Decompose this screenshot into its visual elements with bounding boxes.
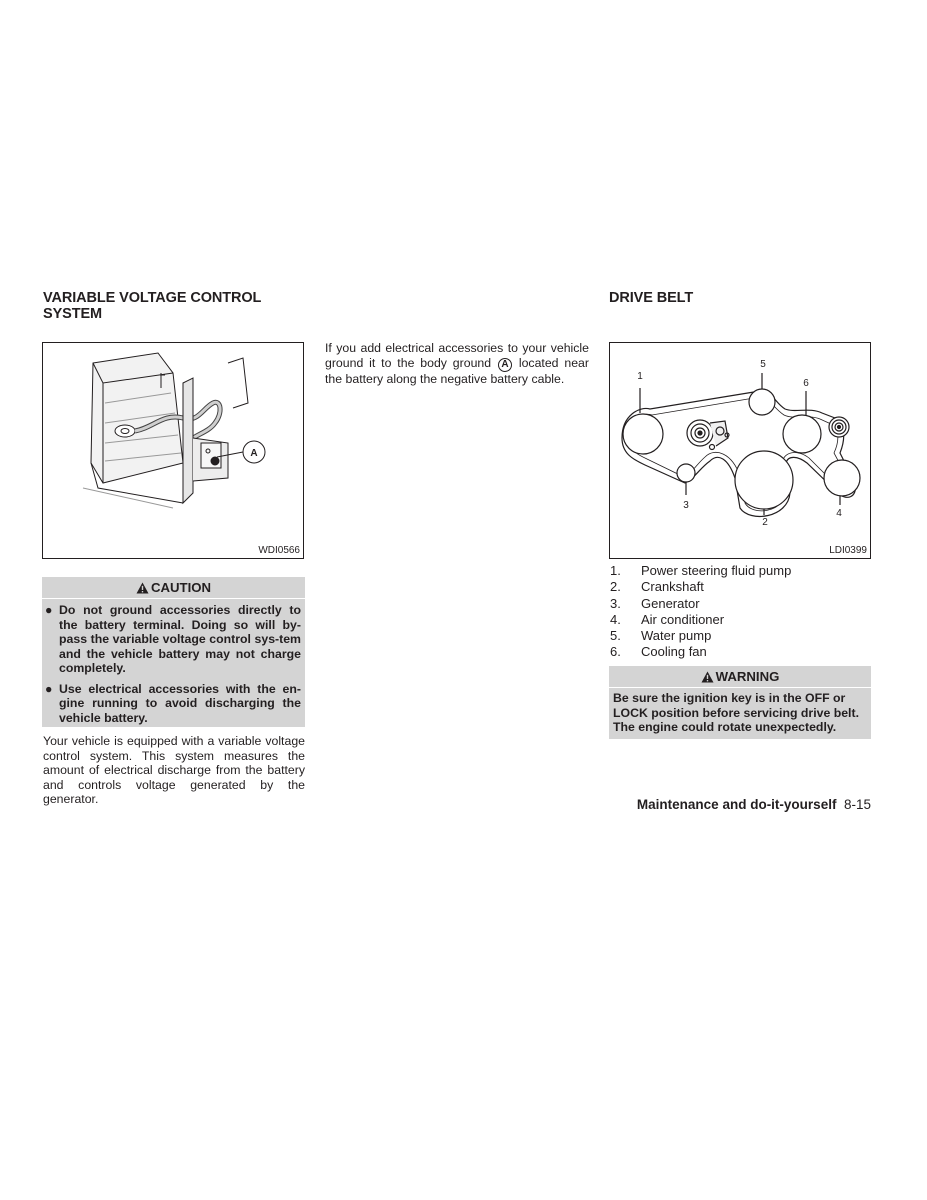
footer-section-title: Maintenance and do-it-yourself xyxy=(636,797,837,812)
caution-title-text: CAUTION xyxy=(150,580,212,595)
figure-callout-a: A xyxy=(250,448,258,459)
caution-item-text: Use electrical accessories with the en-gine running to avoid discharging the vehicle battery. xyxy=(59,681,301,725)
pulley-label-1: 1 xyxy=(637,371,643,382)
ground-instructions xyxy=(325,341,589,386)
heading-line-1: VARIABLE VOLTAGE CONTROL xyxy=(43,290,262,306)
battery-ground-figure xyxy=(42,342,304,559)
drive-belt-figure xyxy=(609,342,871,559)
bullet-icon: ● xyxy=(45,681,53,696)
pulley-label-4: 4 xyxy=(836,508,842,519)
figure-code: LDI0399 xyxy=(829,545,867,556)
paragraph-text: Your vehicle is equipped with a variable voltage control system. This system measures the amount of electrical discharge from the battery and controls voltage generated by the generator. xyxy=(43,734,305,807)
pulley-label-2: 2 xyxy=(762,517,768,528)
warning-triangle-icon xyxy=(701,671,714,683)
caution-box xyxy=(42,577,305,727)
pulley-label-3: 3 xyxy=(683,500,689,511)
caution-title xyxy=(42,577,305,599)
page-footer xyxy=(637,797,871,812)
list-item: 1. Power steering fluid pump xyxy=(610,563,792,578)
component-list xyxy=(610,563,872,661)
pulley-label-6: 6 xyxy=(803,378,809,389)
warning-title-text: WARNING xyxy=(715,669,780,684)
callout-a-icon: A xyxy=(498,358,512,372)
figure-code: WDI0566 xyxy=(258,545,300,556)
ground-text-before: If you add electrical accessories to your vehicle ground it to the body ground xyxy=(325,341,589,370)
heading-line-2: SYSTEM xyxy=(43,306,103,322)
warning-box xyxy=(609,666,871,739)
warning-triangle-icon xyxy=(136,582,149,594)
list-item: 4. Air conditioner xyxy=(610,611,725,627)
caution-item xyxy=(42,682,305,726)
caution-item-text: Do not ground accessories directly to the battery terminal. Doing so will by-pass the variable voltage control sys-tem and the vehicle battery may not charge completely. xyxy=(59,603,301,675)
list-item: 2. Crankshaft xyxy=(610,579,704,595)
bullet-icon: ● xyxy=(45,603,53,617)
list-item: 3. Generator xyxy=(610,595,700,611)
drive-belt-diagram xyxy=(610,343,870,543)
list-item: 6. Cooling fan xyxy=(610,644,707,660)
list-item: 5. Water pump xyxy=(610,628,712,644)
warning-title xyxy=(609,666,871,688)
page-number: 8-15 xyxy=(843,797,871,812)
battery-illustration xyxy=(43,343,303,543)
ground-text-after: located near the battery along the negative battery cable. xyxy=(325,355,589,386)
caution-item xyxy=(42,603,305,676)
section-heading-drive-belt: DRIVE BELT xyxy=(609,290,694,306)
warning-text: Be sure the ignition key is in the OFF or LOCK position before servicing drive belt. The engine could rotate unexpectedly. xyxy=(613,691,859,734)
section-heading-voltage-control xyxy=(43,290,261,322)
voltage-control-paragraph xyxy=(43,734,305,807)
pulley-label-5: 5 xyxy=(760,359,766,370)
